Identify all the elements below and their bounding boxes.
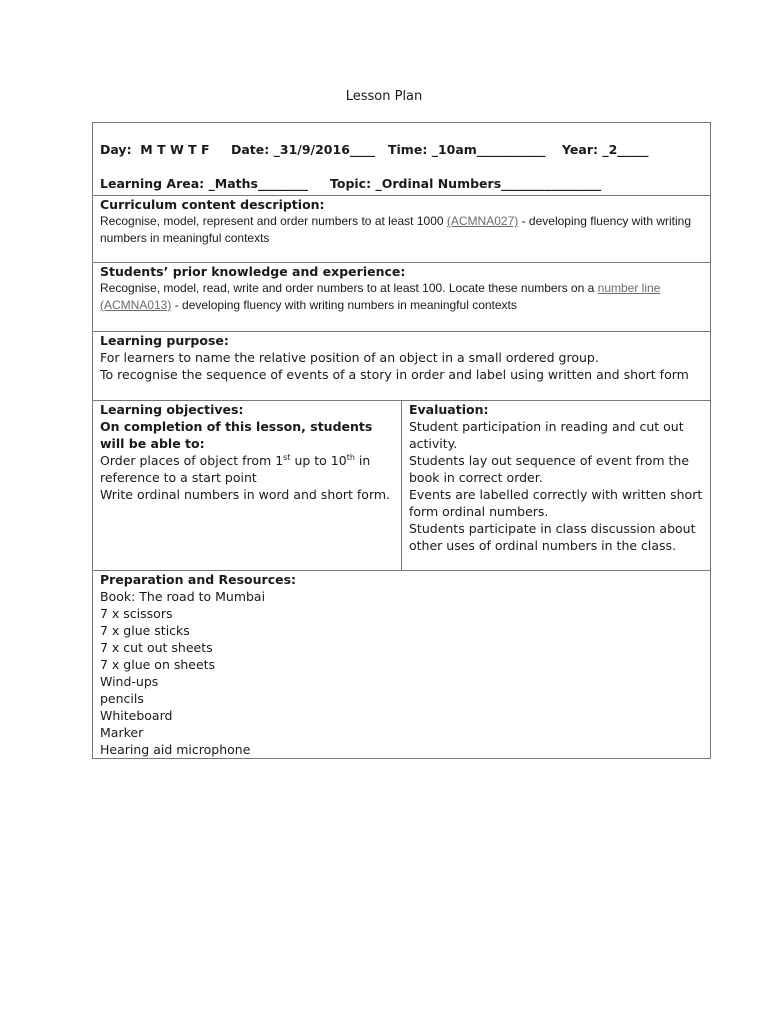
year-field: Year: _2_____ <box>562 142 649 157</box>
resource-item: Whiteboard <box>100 708 173 723</box>
learning-objectives-subheading: On completion of this lesson, students will be able to: <box>100 419 373 451</box>
evaluation-item: Students lay out sequence of event from the book in correct order. <box>409 453 690 485</box>
resource-item: 7 x cut out sheets <box>100 640 213 655</box>
resource-item: Wind-ups <box>100 674 159 689</box>
resource-item: Marker <box>100 725 144 740</box>
learning-purpose-cell <box>93 332 711 401</box>
curriculum-heading: Curriculum content description: <box>100 197 325 212</box>
prior-knowledge-text: Recognise, model, read, write and order numbers to at least 100. Locate these numbers on a number line (ACMNA013) - developing fluency with writing numbers in meaningful contexts <box>100 281 661 312</box>
learning-purpose-heading: Learning purpose: <box>100 333 229 348</box>
resource-item: 7 x glue on sheets <box>100 657 216 672</box>
resource-item: 7 x scissors <box>100 606 173 621</box>
resource-item: Hearing aid microphone <box>100 742 251 757</box>
day-field: Day: M T W T F <box>100 142 210 157</box>
resource-item: Book: The road to Mumbai <box>100 589 266 604</box>
number-line-link[interactable]: number line <box>597 281 661 295</box>
acmna013-link[interactable]: (ACMNA013) <box>100 298 172 312</box>
learning-purpose-line: For learners to name the relative position of an object in a small ordered group. <box>100 350 599 365</box>
time-field: Time: _10am___________ <box>388 142 546 157</box>
evaluation-item: Events are labelled correctly with written short form ordinal numbers. <box>409 487 703 519</box>
learning-purpose-line: To recognise the sequence of events of a story in order and label using written and short form <box>100 367 689 382</box>
evaluation-cell <box>402 401 711 571</box>
resource-item: pencils <box>100 691 144 706</box>
header-line-area <box>100 175 703 192</box>
objective-item: Order places of object from 1st up to 10th in reference to a start point <box>100 452 371 485</box>
evaluation-item: Student participation in reading and cut out activity. <box>409 419 684 451</box>
document-title: Lesson Plan <box>345 89 423 104</box>
evaluation-item: Students participate in class discussion about other uses of ordinal numbers in the class. <box>409 521 696 553</box>
prior-knowledge-cell <box>93 263 711 332</box>
learning-area-field: Learning Area: _Maths________ <box>100 176 308 191</box>
date-field: Date: _31/9/2016____ <box>231 142 375 157</box>
resources-heading: Preparation and Resources: <box>100 572 297 587</box>
curriculum-text: Recognise, model, represent and order numbers to at least 1000 (ACMNA027) - developing fluency with writing numbers in meaningful contexts <box>100 214 692 245</box>
curriculum-cell <box>93 196 711 263</box>
learning-objectives-cell <box>93 401 402 571</box>
resources-cell <box>93 571 711 759</box>
header-cell <box>93 123 711 196</box>
evaluation-heading: Evaluation: <box>409 402 489 417</box>
prior-knowledge-heading: Students’ prior knowledge and experience: <box>100 264 406 279</box>
header-line-day <box>100 141 703 158</box>
acmna027-link[interactable]: (ACMNA027) <box>446 214 519 228</box>
topic-field: Topic: _Ordinal Numbers________________ <box>330 176 602 191</box>
objective-item: Write ordinal numbers in word and short form. <box>100 487 391 502</box>
resource-item: 7 x glue sticks <box>100 623 190 638</box>
lesson-plan-table <box>92 122 711 759</box>
learning-objectives-heading: Learning objectives: <box>100 402 244 417</box>
